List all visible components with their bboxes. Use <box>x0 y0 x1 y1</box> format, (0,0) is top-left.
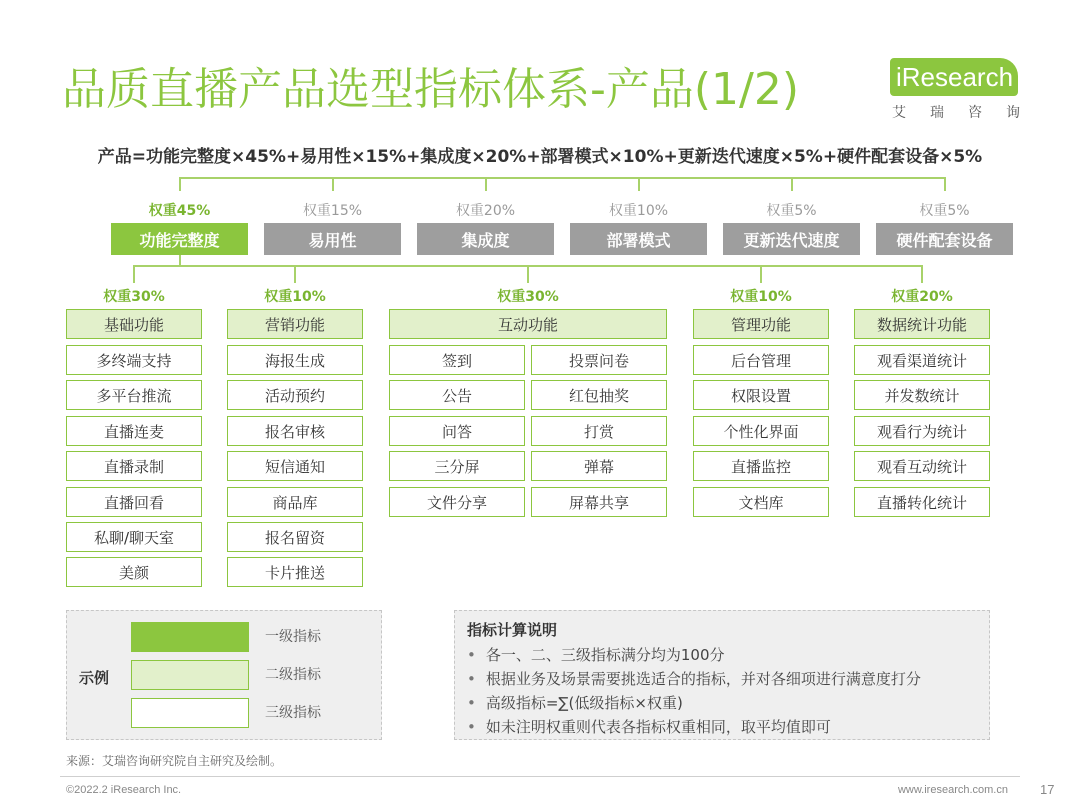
level3-box: 文档库 <box>693 487 829 517</box>
level1-box-hardware: 硬件配套设备 <box>876 223 1013 255</box>
connector-line <box>179 177 181 191</box>
legend-swatch-level2 <box>131 660 249 690</box>
calculation-notes-panel <box>454 610 990 740</box>
connector-line <box>791 177 793 191</box>
level1-box-usability: 易用性 <box>264 223 401 255</box>
level2-weight: 权重10% <box>730 289 792 305</box>
level3-box: 报名留资 <box>227 522 363 552</box>
level3-box: 权限设置 <box>693 380 829 410</box>
level2-box-statistics-functions: 数据统计功能 <box>854 309 990 339</box>
website-link[interactable]: www.iresearch.com.cn <box>897 784 1008 796</box>
level3-box: 后台管理 <box>693 345 829 375</box>
level3-box: 海报生成 <box>227 345 363 375</box>
level3-box: 私聊/聊天室 <box>66 522 202 552</box>
level3-box: 商品库 <box>227 487 363 517</box>
notes-list <box>467 643 977 739</box>
level1-box-deployment: 部署模式 <box>570 223 707 255</box>
legend-label: 二级指标 <box>265 667 321 683</box>
level2-weight: 权重30% <box>103 289 165 305</box>
page-number: 17 <box>1040 782 1055 797</box>
level3-box: 美颜 <box>66 557 202 587</box>
connector-line <box>527 265 529 283</box>
logo-brand: iResearch <box>890 58 1018 96</box>
level3-box: 红包抽奖 <box>531 380 667 410</box>
level1-box-update-speed: 更新迭代速度 <box>723 223 860 255</box>
level3-box: 短信通知 <box>227 451 363 481</box>
level3-box: 直播转化统计 <box>854 487 990 517</box>
notes-item: • 高级指标=∑(低级指标×权重) <box>467 691 977 715</box>
footer-divider <box>60 776 1020 777</box>
level1-weight: 权重10% <box>608 203 669 219</box>
level3-box: 直播连麦 <box>66 416 202 446</box>
level3-box: 直播录制 <box>66 451 202 481</box>
iresearch-logo <box>890 58 1030 122</box>
level3-box: 签到 <box>389 345 525 375</box>
legend-swatch-level1 <box>131 622 249 652</box>
level3-box: 个性化界面 <box>693 416 829 446</box>
level3-box: 多终端支持 <box>66 345 202 375</box>
level1-box-integration: 集成度 <box>417 223 554 255</box>
notes-item: • 如未注明权重则代表各指标权重相同，取平均值即可 <box>467 715 977 739</box>
logo-chinese-name <box>890 102 1022 122</box>
level2-box-basic-functions: 基础功能 <box>66 309 202 339</box>
level3-box: 公告 <box>389 380 525 410</box>
level3-box: 报名审核 <box>227 416 363 446</box>
connector-line <box>944 177 946 191</box>
connector-line <box>638 177 640 191</box>
level3-box: 观看互动统计 <box>854 451 990 481</box>
level3-box: 三分屏 <box>389 451 525 481</box>
level3-box: 打赏 <box>531 416 667 446</box>
level3-box: 文件分享 <box>389 487 525 517</box>
level2-weight: 权重10% <box>264 289 326 305</box>
level3-box: 观看行为统计 <box>854 416 990 446</box>
legend-title: 示例 <box>79 669 110 687</box>
level3-box: 弹幕 <box>531 451 667 481</box>
level2-weight: 权重30% <box>497 289 559 305</box>
logo-char: 瑞 <box>930 105 944 121</box>
legend-swatch-level3 <box>131 698 249 728</box>
legend-panel <box>66 610 382 740</box>
level3-box: 活动预约 <box>227 380 363 410</box>
level3-box: 观看渠道统计 <box>854 345 990 375</box>
level1-weight: 权重5% <box>919 203 970 219</box>
notes-item: • 根据业务及场景需要挑选适合的指标，并对各细项进行满意度打分 <box>467 667 977 691</box>
logo-char: 询 <box>1006 105 1020 121</box>
connector-line <box>921 265 923 283</box>
level2-box-interactive-functions: 互动功能 <box>389 309 667 339</box>
level2-weight: 权重20% <box>891 289 953 305</box>
level3-box: 投票问卷 <box>531 345 667 375</box>
copyright-text: ©2022.2 iResearch Inc. <box>66 784 182 796</box>
level1-box-function-completeness: 功能完整度 <box>111 223 248 255</box>
level1-weight: 权重20% <box>455 203 516 219</box>
level3-box: 直播回看 <box>66 487 202 517</box>
connector-line <box>332 177 334 191</box>
level3-box: 并发数统计 <box>854 380 990 410</box>
level2-box-marketing-functions: 营销功能 <box>227 309 363 339</box>
level2-box-management-functions: 管理功能 <box>693 309 829 339</box>
level3-box: 屏幕共享 <box>531 487 667 517</box>
level1-weight: 权重15% <box>302 203 363 219</box>
legend-label: 一级指标 <box>265 629 321 645</box>
level3-box: 问答 <box>389 416 525 446</box>
notes-title: 指标计算说明 <box>467 621 558 639</box>
connector-line <box>133 265 135 283</box>
level1-weight: 权重5% <box>766 203 817 219</box>
connector-line <box>179 177 944 179</box>
connector-line <box>485 177 487 191</box>
connector-line <box>294 265 296 283</box>
source-note: 来源：艾瑞咨询研究院自主研究及绘制。 <box>66 754 283 768</box>
product-formula: 产品=功能完整度×45%+易用性×15%+集成度×20%+部署模式×10%+更新迭代速度×5%+硬件配套设备×5% <box>97 147 983 167</box>
legend-label: 三级指标 <box>265 705 321 721</box>
logo-char: 艾 <box>892 105 906 121</box>
level3-box: 直播监控 <box>693 451 829 481</box>
notes-item: • 各一、二、三级指标满分均为100分 <box>467 643 977 667</box>
logo-char: 咨 <box>968 105 982 121</box>
page-title: 品质直播产品选型指标体系-产品(1/2) <box>62 64 800 115</box>
connector-line <box>760 265 762 283</box>
level3-box: 卡片推送 <box>227 557 363 587</box>
level1-weight: 权重45% <box>148 203 211 219</box>
level3-box: 多平台推流 <box>66 380 202 410</box>
